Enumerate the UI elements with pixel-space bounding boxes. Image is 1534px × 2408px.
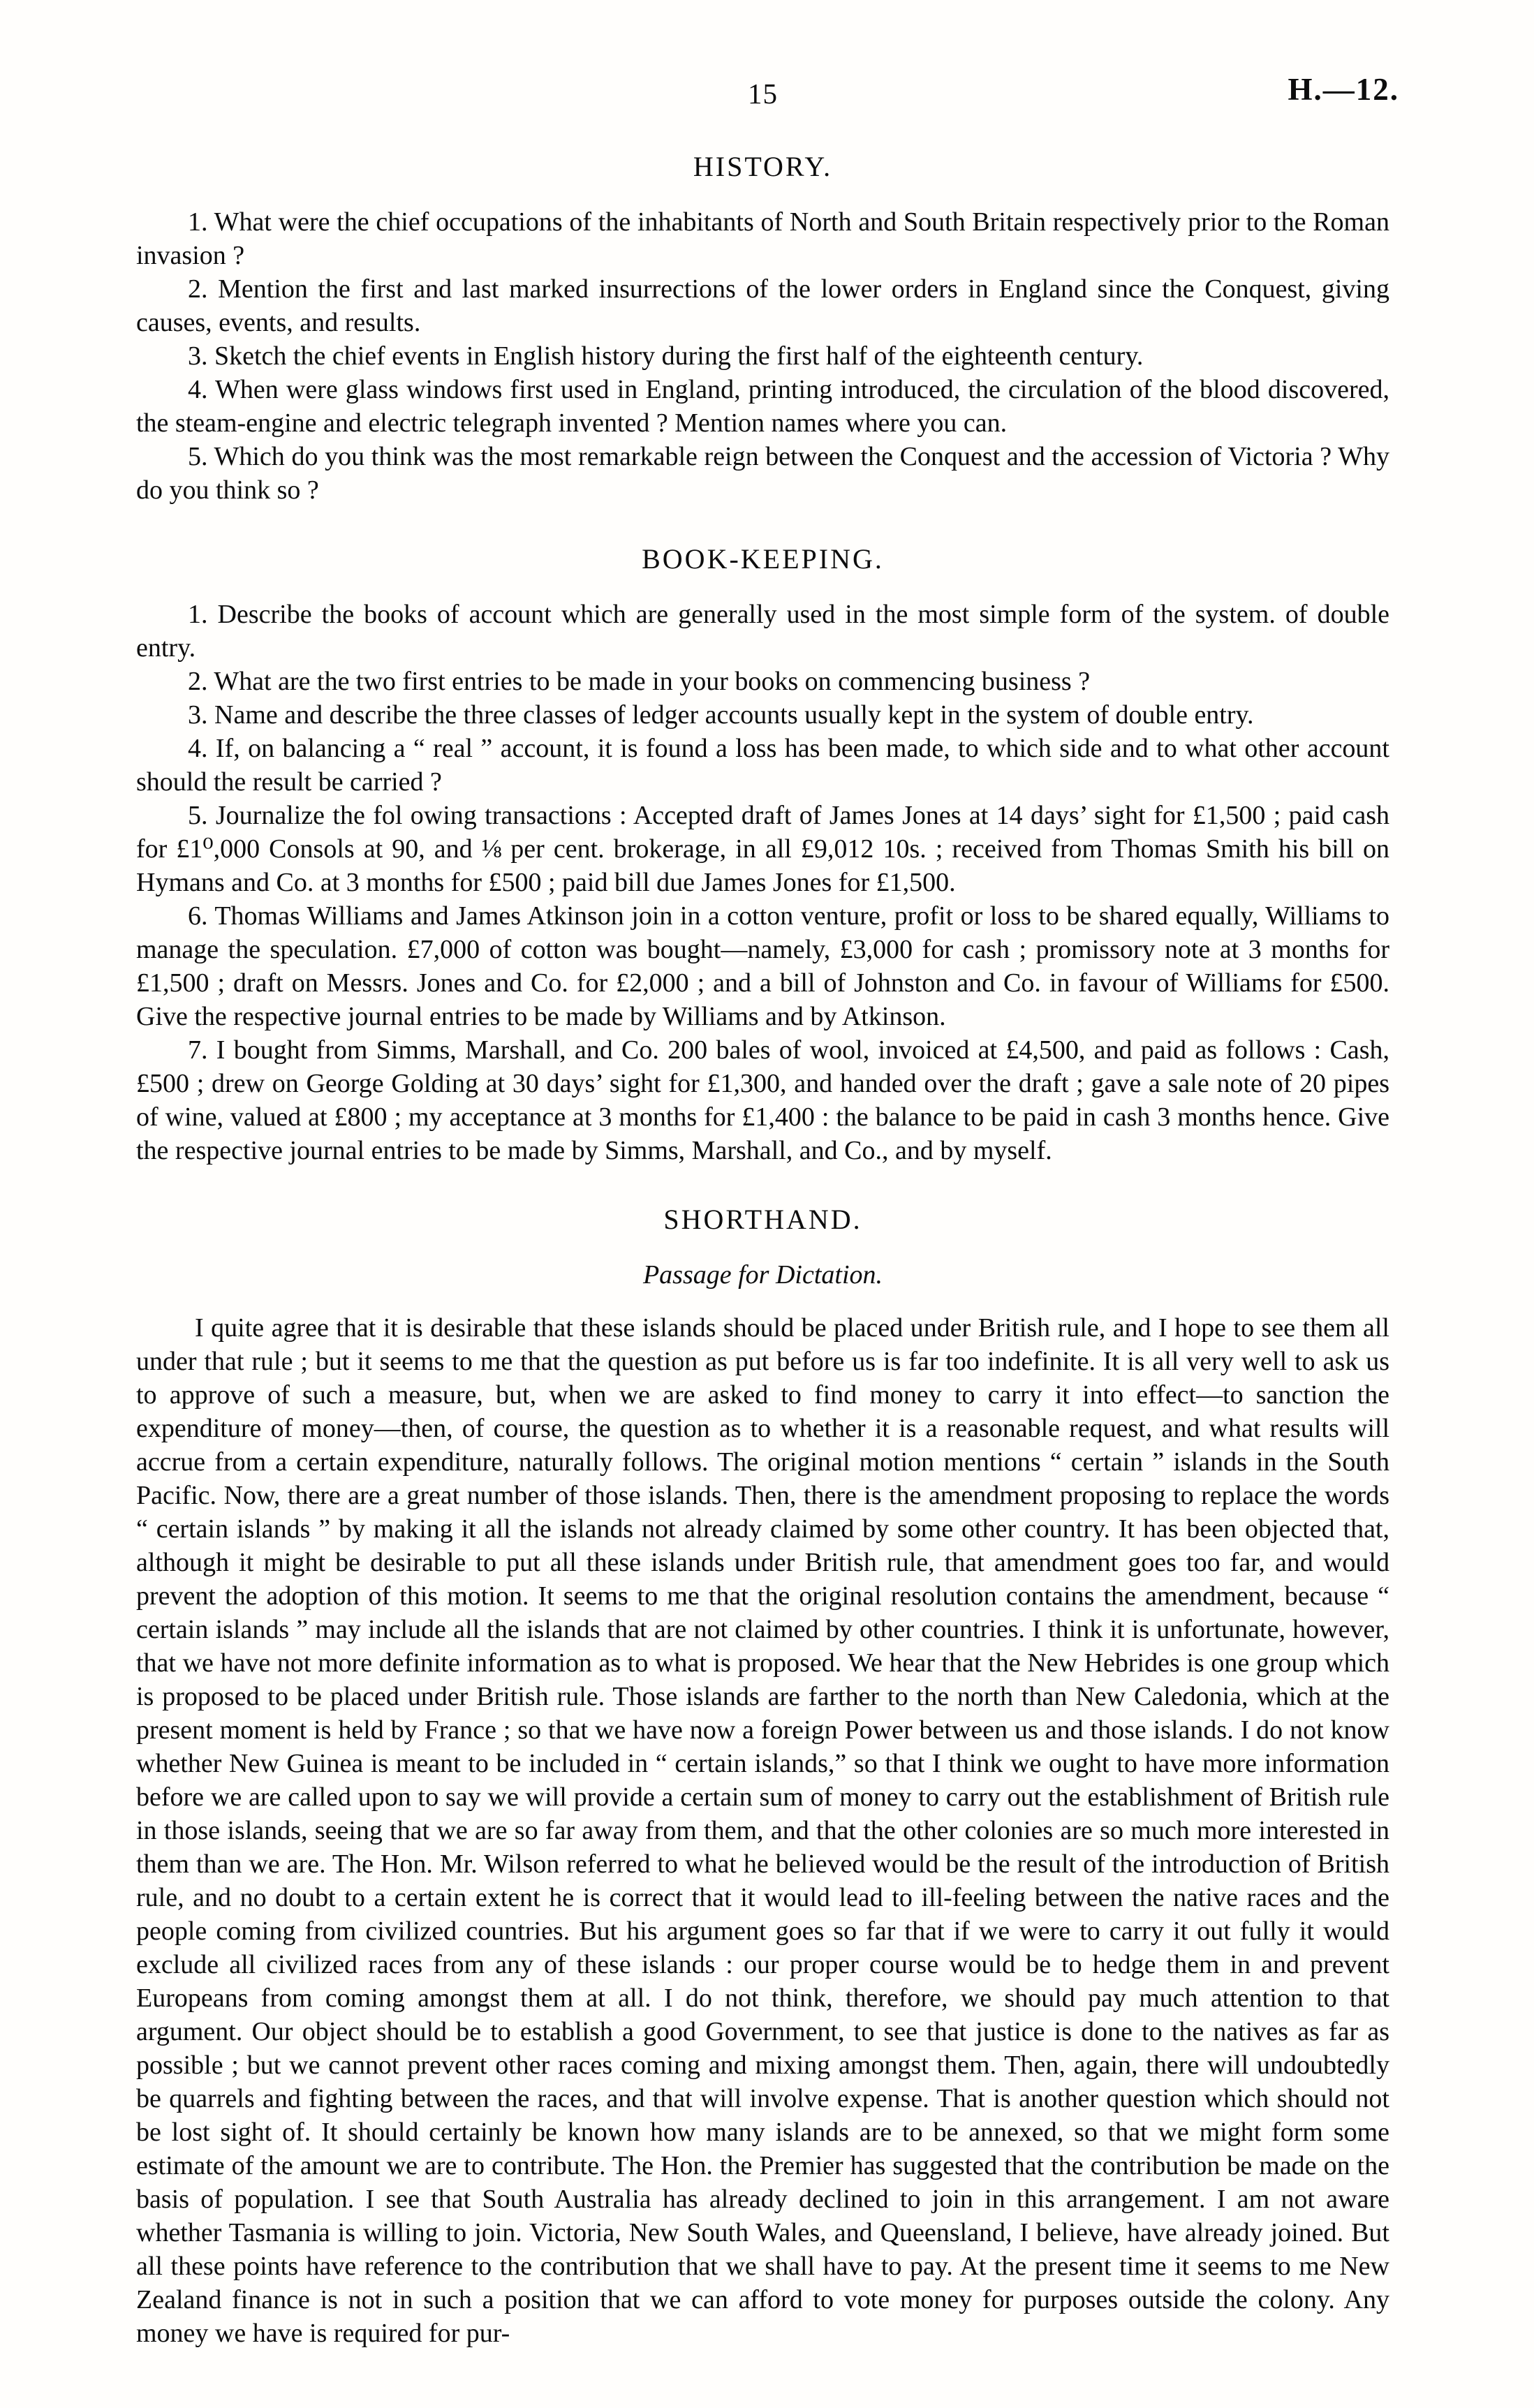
question-text: Which do you think was the most remarkable reign between the Conquest and the accession of Victoria ? Why do you think so ? — [136, 442, 1389, 505]
document-reference: H.—12. — [1288, 72, 1399, 107]
question — [136, 899, 1389, 1033]
question-text: Mention the first and last marked insurrections of the lower orders in England since the Conquest, giving causes, events, and results. — [136, 274, 1389, 337]
page-header — [136, 72, 1399, 115]
question-text: What were the chief occupations of the inhabitants of North and South Britain respectively prior to the Roman invasion ? — [136, 207, 1389, 270]
question — [136, 665, 1389, 698]
dictation-passage: I quite agree that it is desirable that these islands should be placed under British rule, and I hope to see them all under that rule ; but it seems to me that the question as put before us is far too indefinite. It is all very well to ask us to approve of such a measure, but, when we are asked to find money to carry it into effect—to sanction the expenditure of money—then, of course, the question as to whether it is a reasonable request, and what results will accrue from a certain expenditure, naturally follows. The original motion mentions “ certain ” islands in the South Pacific. Now, there are a great number of those islands. Then, there is the amendment proposing to replace the words “ certain islands ” by making it all the islands not already claimed by some other country. It has been objected that, although it might be desirable to put all these islands under British rule, that amendment goes too far, and would prevent the adoption of this motion. It seems to me that the original resolution contains the amendment, because “ certain islands ” may include all the islands that are not claimed by other countries. I think it is unfortunate, however, that we have not more definite information as to what is proposed. We hear that the New Hebrides is one group which is proposed to be placed under British rule. Those islands are farther to the north than New Caledonia, which at the present moment is held by France ; so that we have now a foreign Power between us and those islands. I do not know whether New Guinea is meant to be included in “ certain islands,” so that I think we ought to have more information before we are called upon to say we will provide a certain sum of money to carry out the establishment of British rule in those islands, seeing that we are so far away from them, and that the other colonies are so much more interested in them than we are. The Hon. Mr. Wilson referred to what he believed would be the result of the introduction of British rule, and no doubt to a certain extent he is correct that it would lead to ill-feeling between the native races and the people coming from civilized countries. But his argument goes so far that if we were to carry it out fully it would exclude all civilized races from any of these islands : our proper course would be to hedge them in and prevent Europeans from coming amongst them at all. I do not think, therefore, we should pay much attention to that argument. Our object should be to establish a good Government, to see that justice is done to the natives as far as possible ; but we cannot prevent other races coming and mixing amongst them. Then, again, there will undoubtedly be quarrels and fighting between the races, and that will involve expense. That is another question which should not be lost sight of. It should certainly be known how many islands are to be annexed, so that we might form some estimate of the amount we are to contribute. The Hon. the Premier has suggested that the contribution be made on the basis of population. I see that South Australia has already declined to join in this arrangement. I am not aware whether Tasmania is willing to join. Victoria, New South Wales, and Queensland, I believe, have already joined. But all these points have reference to the contribution that we shall have to pay. At the present time it seems to me New Zealand finance is not in such a position that we can afford to vote money for purposes outside the colony. Any money we have is required for pur- — [136, 1313, 1389, 2348]
question-text: Thomas Williams and James Atkinson join in a cotton venture, profit or loss to be shared equally, Williams to manage the speculation. £7,000 of cotton was bought—namely, £3,000 for cash ; promissory note at 3 months for £1,500 ; draft on Messrs. Jones and Co. for £2,000 ; and a bill of Johnston and Co. in favour of Williams for £500. Give the respective journal entries to be made by Williams and by Atkinson. — [136, 901, 1389, 1031]
question-number: 5. — [188, 442, 208, 471]
question-text: If, on balancing a “ real ” account, it is found a loss has been made, to which side and to what other account should the result be carried ? — [136, 734, 1389, 797]
section-title-book-keeping: BOOK-KEEPING. — [642, 543, 884, 575]
question-number: 4. — [188, 734, 208, 763]
question — [136, 1033, 1389, 1167]
question-text: What are the two first entries to be made in your books on commencing business ? — [214, 667, 1091, 696]
question — [136, 732, 1389, 799]
question — [136, 205, 1389, 272]
question-number: 1. — [188, 600, 208, 629]
question-text: Describe the books of account which are generally used in the most simple form of the system. of double entry. — [136, 600, 1389, 663]
question-number: 2. — [188, 667, 208, 696]
question — [136, 698, 1389, 732]
question-text: Sketch the chief events in English history during the first half of the eighteenth century. — [214, 341, 1144, 371]
question-text: Journalize the fol owing transactions : Accepted draft of James Jones at 14 days’ sight for £1,500 ; paid cash for £1⁰,000 Consols at 90, and ⅛ per cent. brokerage, in all £9,012 10s. ; received from Thomas Smith his bill on Hymans and Co. at 3 months for £500 ; paid bill due James Jones for £1,500. — [136, 801, 1389, 897]
section-history — [136, 149, 1389, 507]
question-number: 1. — [188, 207, 208, 237]
question — [136, 598, 1389, 665]
question-number: 7. — [188, 1035, 208, 1065]
question-text: I bought from Simms, Marshall, and Co. 200 bales of wool, invoiced at £4,500, and paid as follows : Cash, £500 ; drew on George Golding at 30 days’ sight for £1,300, and handed over the draft ; gave a sale note of 20 pipes of wine, valued at £800 ; my acceptance at 3 months for £1,400 : the balance to be paid in cash 3 months hence. Give the respective journal entries to be made by Simms, Marshall, and Co., and by myself. — [136, 1035, 1390, 1165]
question-number: 3. — [188, 341, 208, 371]
question-number: 3. — [188, 700, 208, 730]
section-title-history: HISTORY. — [693, 151, 833, 182]
question-number: 4. — [188, 375, 208, 404]
section-book-keeping — [136, 542, 1389, 1167]
question-number: 6. — [188, 901, 208, 931]
question-text: Name and describe the three classes of ledger accounts usually kept in the system of double entry. — [214, 700, 1254, 730]
question — [136, 272, 1389, 339]
question — [136, 373, 1389, 440]
question — [136, 440, 1389, 507]
question-text: When were glass windows first used in England, printing introduced, the circulation of the blood discovered, the steam-engine and electric telegraph invented ? Mention names where you can. — [136, 375, 1389, 438]
section-title-shorthand: SHORTHAND. — [663, 1204, 862, 1235]
question — [136, 799, 1389, 899]
page-number: 15 — [748, 77, 778, 110]
question — [136, 339, 1389, 373]
question-number: 5. — [188, 801, 208, 830]
question-number: 2. — [188, 274, 208, 304]
passage-subtitle: Passage for Dictation. — [642, 1260, 883, 1290]
section-shorthand — [136, 1202, 1389, 2350]
